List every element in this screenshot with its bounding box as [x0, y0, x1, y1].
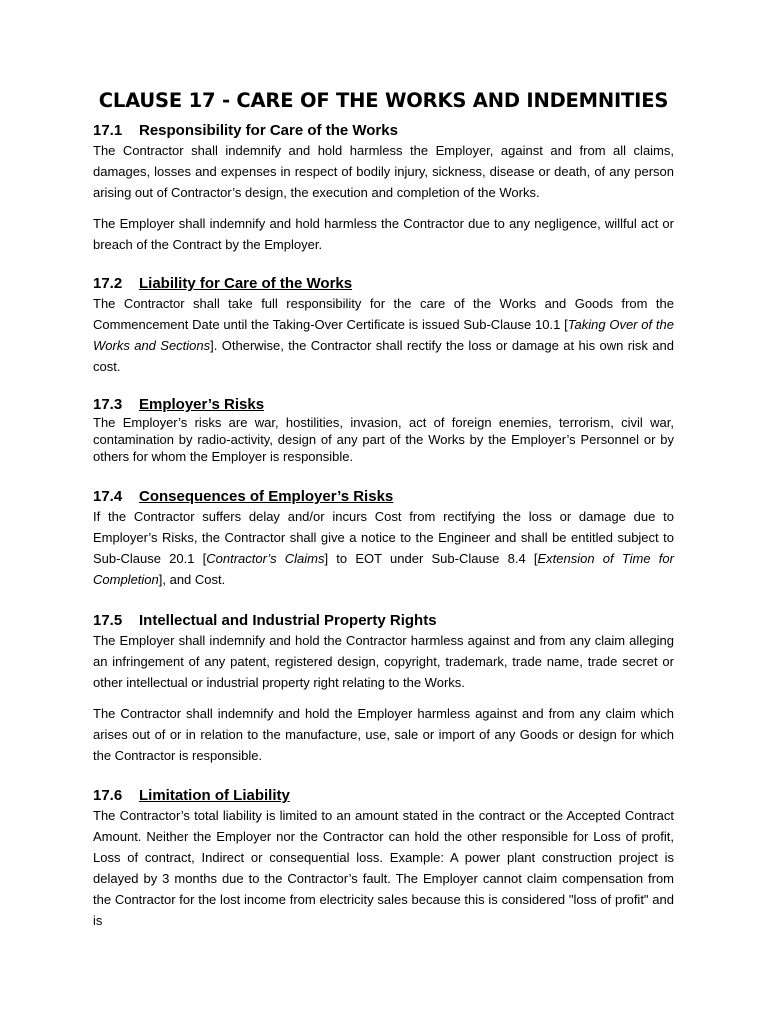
paragraph-text: ] to EOT under Sub-Clause 8.4 [: [324, 551, 538, 566]
section-heading: [93, 122, 674, 140]
sub-clause-reference: Extension of Time for Completion: [93, 551, 674, 587]
section-17-5: [93, 612, 674, 766]
section-17-6: [93, 787, 674, 931]
section-title: Employer’s Risks: [139, 396, 265, 413]
section-heading: [93, 275, 674, 293]
section-paragraph: [93, 506, 674, 590]
section-heading: [93, 488, 674, 506]
section-17-2: [93, 275, 674, 377]
section-number: 17.5: [93, 612, 123, 629]
section-17-4: [93, 488, 674, 590]
section-title: Consequences of Employer’s Risks: [139, 488, 394, 505]
section-title: Responsibility for Care of the Works: [139, 122, 398, 139]
section-paragraph: The Employer shall indemnify and hold harmless the Contractor due to any negligence, willful act or breach of the Contract by the Employer.: [93, 216, 674, 252]
section-heading: [93, 787, 674, 805]
section-title: Limitation of Liability: [139, 787, 290, 804]
section-paragraph: The Contractor shall indemnify and hold harmless the Employer, against and from all claims, damages, losses and expenses in respect of bodily injury, sickness, disease or death, of any person arising out of Contractor’s design, the execution and completion of the Works.: [93, 143, 674, 200]
paragraph-text: ], and Cost.: [158, 572, 226, 587]
clause-title: CLAUSE 17 - CARE OF THE WORKS AND INDEMNITIES: [98, 89, 669, 112]
section-number: 17.4: [93, 488, 123, 505]
section-heading: [93, 612, 674, 630]
section-paragraph: The Employer shall indemnify and hold the Contractor harmless against and from any claim alleging an infringement of any patent, registered design, copyright, trademark, trade name, trade secret or other intellectual or industrial property right relating to the Works.: [93, 633, 674, 690]
paragraph-text: The Contractor shall take full responsibility for the care of the Works and Goods from the Commencement Date until the Taking-Over Certificate is issued Sub-Clause 10.1 [: [93, 296, 674, 332]
section-number: 17.3: [93, 396, 123, 413]
sub-clause-reference: Contractor’s Claims: [206, 551, 325, 566]
section-title: Liability for Care of the Works: [139, 275, 353, 292]
paragraph-text: If the Contractor suffers delay and/or incurs Cost from rectifying the loss or damage due to Employer’s Risks, the Contractor shall give a notice to the Engineer and shall be entitled subject to Sub-Clause 20.1 [: [93, 509, 674, 566]
section-number: 17.6: [93, 787, 123, 804]
section-paragraph: The Employer’s risks are war, hostilities, invasion, act of foreign enemies, terrorism, civil war, contamination by radio-activity, design of any part of the Works by the Employer’s Personnel or by others for whom the Employer is responsible.: [93, 415, 674, 464]
section-number: 17.2: [93, 275, 123, 292]
section-paragraph: The Contractor shall indemnify and hold the Employer harmless against and from any claim which arises out of or in relation to the manufacture, use, sale or import of any Goods or design for which the Contractor is responsible.: [93, 706, 674, 763]
sub-clause-reference: Taking Over of the Works and Sections: [93, 317, 674, 353]
section-17-1: [93, 122, 674, 255]
section-17-3: [93, 396, 674, 465]
section-number: 17.1: [93, 122, 123, 139]
section-paragraph: [93, 293, 674, 377]
paragraph-text: ]. Otherwise, the Contractor shall rectify the loss or damage at his own risk and cost.: [93, 338, 674, 374]
section-title: Intellectual and Industrial Property Rights: [139, 612, 437, 629]
section-heading: [93, 396, 674, 414]
section-paragraph: The Contractor’s total liability is limited to an amount stated in the contract or the Accepted Contract Amount. Neither the Employer nor the Contractor can hold the other responsible for Loss of profit, Loss of contract, Indirect or consequential loss. Example: A power plant construction project is delayed by 3 months due to the Contractor’s fault. The Employer cannot claim compensation from the Contractor for the lost income from electricity sales because this is considered "loss of profit" and is: [93, 808, 674, 928]
